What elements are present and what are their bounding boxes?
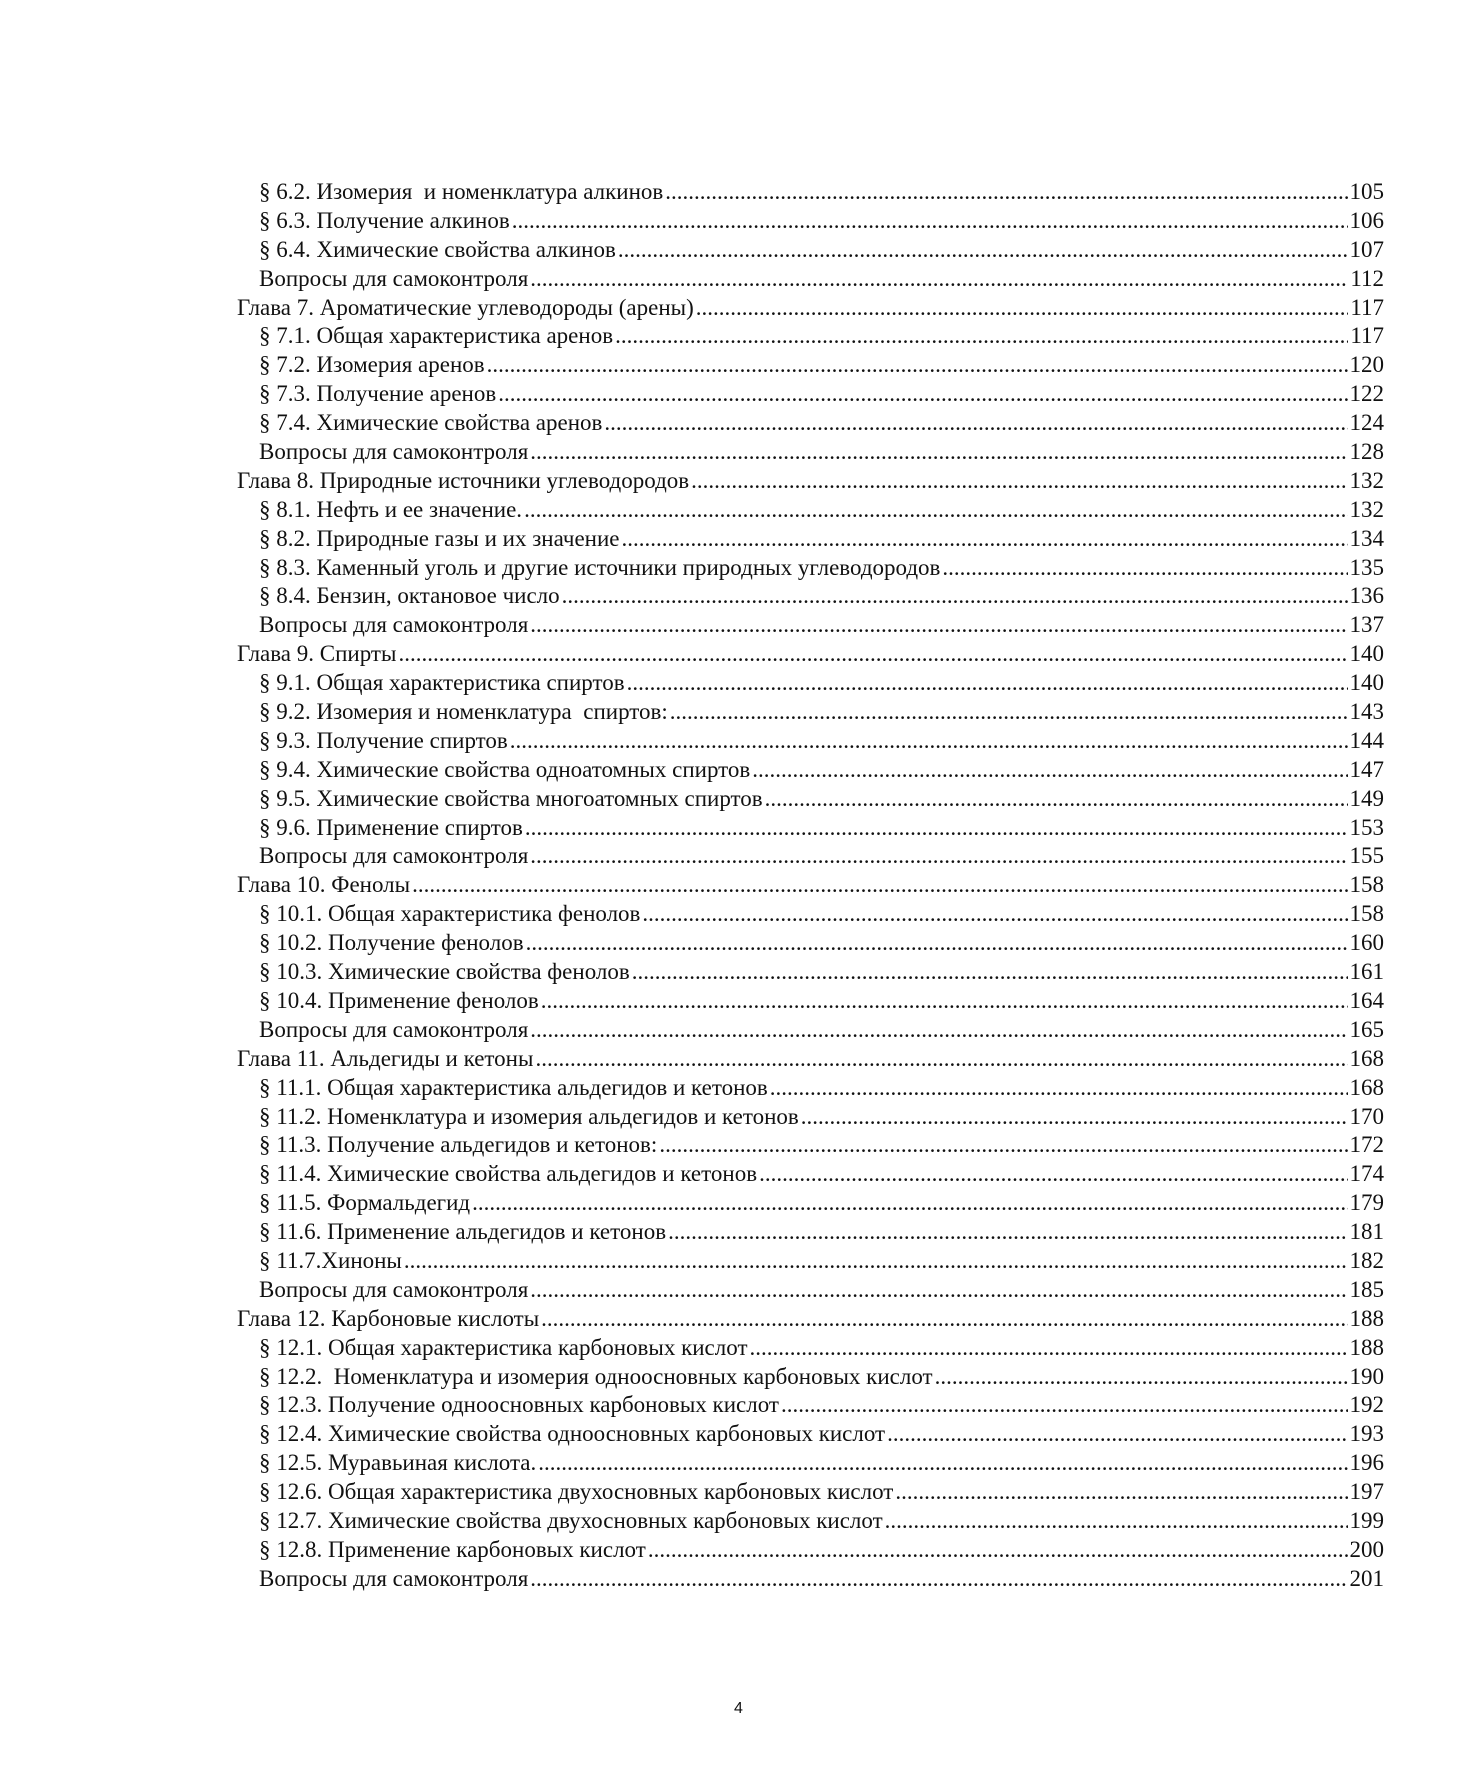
toc-entry-page: 168: [1349, 1074, 1384, 1100]
toc-entry-section: [237, 1536, 1384, 1565]
toc-entry-questions: [237, 1276, 1384, 1305]
page-number: 4: [734, 1700, 743, 1717]
toc-entry-page: 140: [1349, 641, 1384, 667]
toc-entry-section: [237, 1334, 1384, 1363]
toc-entry-title: § 6.3. Получение алкинов: [259, 207, 510, 233]
toc-entry-section: [237, 1420, 1384, 1449]
toc-entry-page: 182: [1349, 1247, 1384, 1273]
toc-entry-page: 193: [1349, 1421, 1384, 1447]
toc-entry-title: § 11.7.Хиноны: [259, 1247, 402, 1273]
toc-dot-leader: [498, 380, 1347, 409]
toc-entry-page: 124: [1349, 410, 1384, 436]
toc-entry-page: 179: [1349, 1190, 1384, 1216]
toc-entry-title: Глава 7. Ароматические углеводороды (арены): [237, 294, 694, 320]
toc-dot-leader: [770, 1074, 1348, 1103]
toc-dot-leader: [659, 1131, 1347, 1160]
toc-entry-section: [237, 929, 1384, 958]
toc-entry-questions: [237, 1016, 1384, 1045]
toc-dot-leader: [530, 438, 1347, 467]
toc-entry-section: [237, 1189, 1384, 1218]
toc-dot-leader: [885, 1507, 1348, 1536]
toc-entry-section: [237, 178, 1384, 207]
toc-entry-title: Глава 9. Спирты: [237, 641, 397, 667]
toc-entry-title: § 8.3. Каменный уголь и другие источники природных углеводородов: [259, 554, 941, 580]
toc-dot-leader: [642, 900, 1347, 929]
toc-entry-page: 122: [1349, 381, 1384, 407]
toc-entry-page: 185: [1349, 1276, 1384, 1302]
toc-dot-leader: [691, 467, 1347, 496]
toc-entry-section: [237, 1478, 1384, 1507]
toc-dot-leader: [404, 1247, 1348, 1276]
toc-entry-chapter: [237, 1045, 1384, 1074]
toc-entry-title: § 12.8. Применение карбоновых кислот: [259, 1536, 646, 1562]
toc-entry-page: 200: [1349, 1536, 1384, 1562]
toc-entry-page: 132: [1349, 467, 1384, 493]
toc-entry-page: 144: [1349, 727, 1384, 753]
toc-dot-leader: [530, 1565, 1347, 1594]
toc-dot-leader: [615, 322, 1348, 351]
toc-dot-leader: [526, 929, 1348, 958]
toc-entry-section: [237, 785, 1384, 814]
toc-dot-leader: [604, 409, 1347, 438]
toc-entry-page: 134: [1349, 525, 1384, 551]
toc-entry-title: § 11.1. Общая характеристика альдегидов и кетонов: [259, 1074, 768, 1100]
toc-entry-title: § 9.6. Применение спиртов: [259, 814, 523, 840]
toc-entry-chapter: [237, 1305, 1384, 1334]
toc-entry-page: 135: [1349, 554, 1384, 580]
toc-entry-page: 149: [1349, 785, 1384, 811]
toc-entry-section: [237, 900, 1384, 929]
toc-entry-page: 107: [1349, 236, 1384, 262]
toc-dot-leader: [530, 842, 1347, 871]
toc-entry-page: 168: [1349, 1045, 1384, 1071]
toc-entry-chapter: [237, 640, 1384, 669]
toc-dot-leader: [524, 496, 1347, 525]
toc-dot-leader: [765, 785, 1348, 814]
toc-entry-title: § 8.1. Нефть и ее значение.: [259, 496, 523, 522]
toc-entry-section: [237, 322, 1384, 351]
toc-entry-title: § 11.5. Формальдегид: [259, 1190, 471, 1216]
toc-entry-title: Вопросы для самоконтроля: [259, 265, 529, 291]
toc-entry-title: § 9.3. Получение спиртов: [259, 727, 508, 753]
toc-entry-section: [237, 236, 1384, 265]
toc-dot-leader: [750, 1334, 1348, 1363]
toc-entry-title: § 6.2. Изомерия и номенклатура алкинов: [259, 179, 664, 204]
toc-entry-page: 174: [1349, 1161, 1384, 1187]
toc-entry-section: [237, 1507, 1384, 1536]
toc-entry-page: 105: [1349, 179, 1384, 204]
toc-entry-title: § 10.3. Химические свойства фенолов: [259, 959, 630, 985]
toc-entry-title: Вопросы для самоконтроля: [259, 1565, 529, 1591]
toc-entry-page: 143: [1349, 699, 1384, 725]
toc-entry-page: 158: [1349, 872, 1384, 898]
toc-dot-leader: [942, 554, 1347, 583]
toc-entry-page: 158: [1349, 901, 1384, 927]
toc-entry-section: [237, 1391, 1384, 1420]
toc-entry-section: [237, 756, 1384, 785]
toc-dot-leader: [895, 1478, 1347, 1507]
toc-dot-leader: [752, 756, 1347, 785]
toc-dot-leader: [535, 1045, 1347, 1074]
toc-entry-section: [237, 1247, 1384, 1276]
toc-entry-title: § 7.4. Химические свойства аренов: [259, 410, 603, 436]
toc-dot-leader: [627, 669, 1348, 698]
toc-entry-page: 188: [1349, 1305, 1384, 1331]
toc-dot-leader: [512, 207, 1348, 236]
toc-entry-title: § 11.3. Получение альдегидов и кетонов:: [259, 1132, 658, 1158]
toc-dot-leader: [618, 236, 1348, 265]
toc-entry-title: Глава 10. Фенолы: [237, 872, 411, 898]
toc-entry-page: 128: [1349, 439, 1384, 465]
toc-entry-page: 170: [1349, 1103, 1384, 1129]
toc-dot-leader: [801, 1103, 1348, 1132]
toc-entry-title: § 12.6. Общая характеристика двухосновных карбоновых кислот: [259, 1479, 894, 1505]
toc-entry-section: [237, 1160, 1384, 1189]
toc-entry-section: [237, 1131, 1384, 1160]
toc-dot-leader: [622, 525, 1348, 554]
toc-entry-page: 188: [1349, 1334, 1384, 1360]
toc-entry-page: 132: [1349, 496, 1384, 522]
toc-entry-title: § 10.2. Получение фенолов: [259, 930, 524, 956]
toc-entry-section: [237, 380, 1384, 409]
toc-entry-page: 164: [1349, 987, 1384, 1013]
toc-entry-title: § 11.2. Номенклатура и изомерия альдегидов и кетонов: [259, 1103, 799, 1129]
toc-entry-title: Глава 12. Карбоновые кислоты: [237, 1305, 540, 1331]
toc-entry-section: [237, 987, 1384, 1016]
toc-dot-leader: [530, 1016, 1347, 1045]
toc-entry-questions: [237, 611, 1384, 640]
toc-entry-title: Вопросы для самоконтроля: [259, 612, 529, 638]
toc-entry-page: 120: [1349, 352, 1384, 378]
toc-entry-chapter: [237, 294, 1384, 323]
toc-entry-chapter: [237, 871, 1384, 900]
toc-entry-page: 136: [1349, 583, 1384, 609]
toc-entry-page: 172: [1349, 1132, 1384, 1158]
toc-dot-leader: [525, 814, 1348, 843]
toc-entry-section: [237, 525, 1384, 554]
toc-dot-leader: [759, 1160, 1347, 1189]
toc-entry-title: § 10.1. Общая характеристика фенолов: [259, 901, 641, 927]
toc-entry-title: § 12.3. Получение одноосновных карбоновых кислот: [259, 1392, 779, 1418]
toc-dot-leader: [541, 987, 1348, 1016]
toc-entry-page: 201: [1349, 1565, 1384, 1591]
toc-entry-title: Вопросы для самоконтроля: [259, 439, 529, 465]
toc-entry-title: § 7.2. Изомерия аренов: [259, 352, 485, 378]
toc-dot-leader: [665, 178, 1347, 207]
toc-entry-title: § 12.7. Химические свойства двухосновных карбоновых кислот: [259, 1507, 883, 1533]
toc-entry-page: 140: [1349, 670, 1384, 696]
toc-entry-title: § 11.4. Химические свойства альдегидов и кетонов: [259, 1161, 758, 1187]
toc-entry-page: 137: [1349, 612, 1384, 638]
toc-entry-section: [237, 1218, 1384, 1247]
toc-entry-questions: [237, 1565, 1384, 1594]
toc-dot-leader: [562, 582, 1348, 611]
toc-entry-title: § 10.4. Применение фенолов: [259, 987, 539, 1013]
toc-entry-questions: [237, 842, 1384, 871]
toc-entry-title: § 7.3. Получение аренов: [259, 381, 497, 407]
toc-entry-chapter: [237, 467, 1384, 496]
toc-entry-page: 190: [1349, 1363, 1384, 1389]
toc-entry-section: [237, 207, 1384, 236]
toc-entry-title: § 12.1. Общая характеристика карбоновых кислот: [259, 1334, 748, 1360]
toc-dot-leader: [530, 1276, 1347, 1305]
toc-entry-section: [237, 1103, 1384, 1132]
toc-entry-title: Глава 8. Природные источники углеводородов: [237, 467, 690, 493]
toc-entry-questions: [237, 265, 1384, 294]
toc-entry-page: 192: [1349, 1392, 1384, 1418]
toc-entry-title: § 6.4. Химические свойства алкинов: [259, 236, 616, 262]
toc-entry-page: 199: [1349, 1507, 1384, 1533]
toc-entry-section: [237, 814, 1384, 843]
toc-entry-title: § 9.2. Изомерия и номенклатура спиртов:: [259, 699, 668, 725]
toc-entry-title: Глава 11. Альдегиды и кетоны: [237, 1045, 534, 1071]
toc-dot-leader: [696, 294, 1349, 323]
toc-dot-leader: [487, 351, 1348, 380]
toc-dot-leader: [530, 611, 1347, 640]
toc-entry-title: § 9.4. Химические свойства одноатомных спиртов: [259, 756, 751, 782]
toc-dot-leader: [412, 871, 1347, 900]
toc-entry-section: [237, 958, 1384, 987]
toc-entry-section: [237, 698, 1384, 727]
toc-dot-leader: [538, 1449, 1347, 1478]
toc-entry-page: 147: [1349, 756, 1384, 782]
toc-entry-page: 165: [1349, 1016, 1384, 1042]
toc-entry-page: 181: [1349, 1219, 1384, 1245]
toc-dot-leader: [632, 958, 1348, 987]
toc-entry-section: [237, 1074, 1384, 1103]
toc-dot-leader: [510, 727, 1348, 756]
toc-dot-leader: [668, 1218, 1347, 1247]
toc-entry-title: § 8.2. Природные газы и их значение: [259, 525, 620, 551]
toc-dot-leader: [541, 1305, 1347, 1334]
toc-entry-section: [237, 582, 1384, 611]
toc-dot-leader: [670, 698, 1348, 727]
toc-entry-page: 196: [1349, 1450, 1384, 1476]
toc-entry-section: [237, 554, 1384, 583]
toc-entry-section: [237, 669, 1384, 698]
table-of-contents: [237, 178, 1384, 1594]
toc-entry-section: [237, 496, 1384, 525]
toc-dot-leader: [398, 640, 1347, 669]
toc-entry-title: § 12.4. Химические свойства одноосновных карбоновых кислот: [259, 1421, 886, 1447]
toc-entry-page: 117: [1350, 294, 1384, 320]
toc-entry-title: § 9.1. Общая характеристика спиртов: [259, 670, 625, 696]
toc-entry-page: 160: [1349, 930, 1384, 956]
toc-entry-title: § 12.5. Муравьиная кислота.: [259, 1450, 537, 1476]
toc-entry-title: Вопросы для самоконтроля: [259, 1276, 529, 1302]
toc-entry-section: [237, 351, 1384, 380]
toc-entry-title: § 8.4. Бензин, октановое число: [259, 583, 560, 609]
toc-entry-title: § 12.2. Номенклатура и изомерия одноосновных карбоновых кислот: [259, 1363, 933, 1389]
toc-entry-page: 197: [1349, 1479, 1384, 1505]
toc-dot-leader: [781, 1391, 1348, 1420]
toc-entry-title: § 9.5. Химические свойства многоатомных спиртов: [259, 785, 763, 811]
toc-dot-leader: [472, 1189, 1347, 1218]
toc-dot-leader: [935, 1363, 1348, 1392]
toc-entry-section: [237, 1363, 1384, 1392]
toc-entry-title: § 7.1. Общая характеристика аренов: [259, 323, 614, 349]
toc-dot-leader: [887, 1420, 1347, 1449]
toc-entry-title: Вопросы для самоконтроля: [259, 1016, 529, 1042]
toc-entry-page: 153: [1349, 814, 1384, 840]
toc-entry-section: [237, 1449, 1384, 1478]
toc-entry-title: Вопросы для самоконтроля: [259, 843, 529, 869]
toc-entry-page: 117: [1350, 323, 1384, 349]
toc-entry-section: [237, 409, 1384, 438]
toc-entry-page: 161: [1349, 959, 1384, 985]
toc-entry-page: 112: [1350, 265, 1384, 291]
toc-entry-page: 155: [1349, 843, 1384, 869]
toc-dot-leader: [648, 1536, 1348, 1565]
toc-dot-leader: [530, 265, 1348, 294]
toc-entry-page: 106: [1349, 207, 1384, 233]
toc-entry-questions: [237, 438, 1384, 467]
toc-entry-title: § 11.6. Применение альдегидов и кетонов: [259, 1219, 667, 1245]
toc-entry-section: [237, 727, 1384, 756]
